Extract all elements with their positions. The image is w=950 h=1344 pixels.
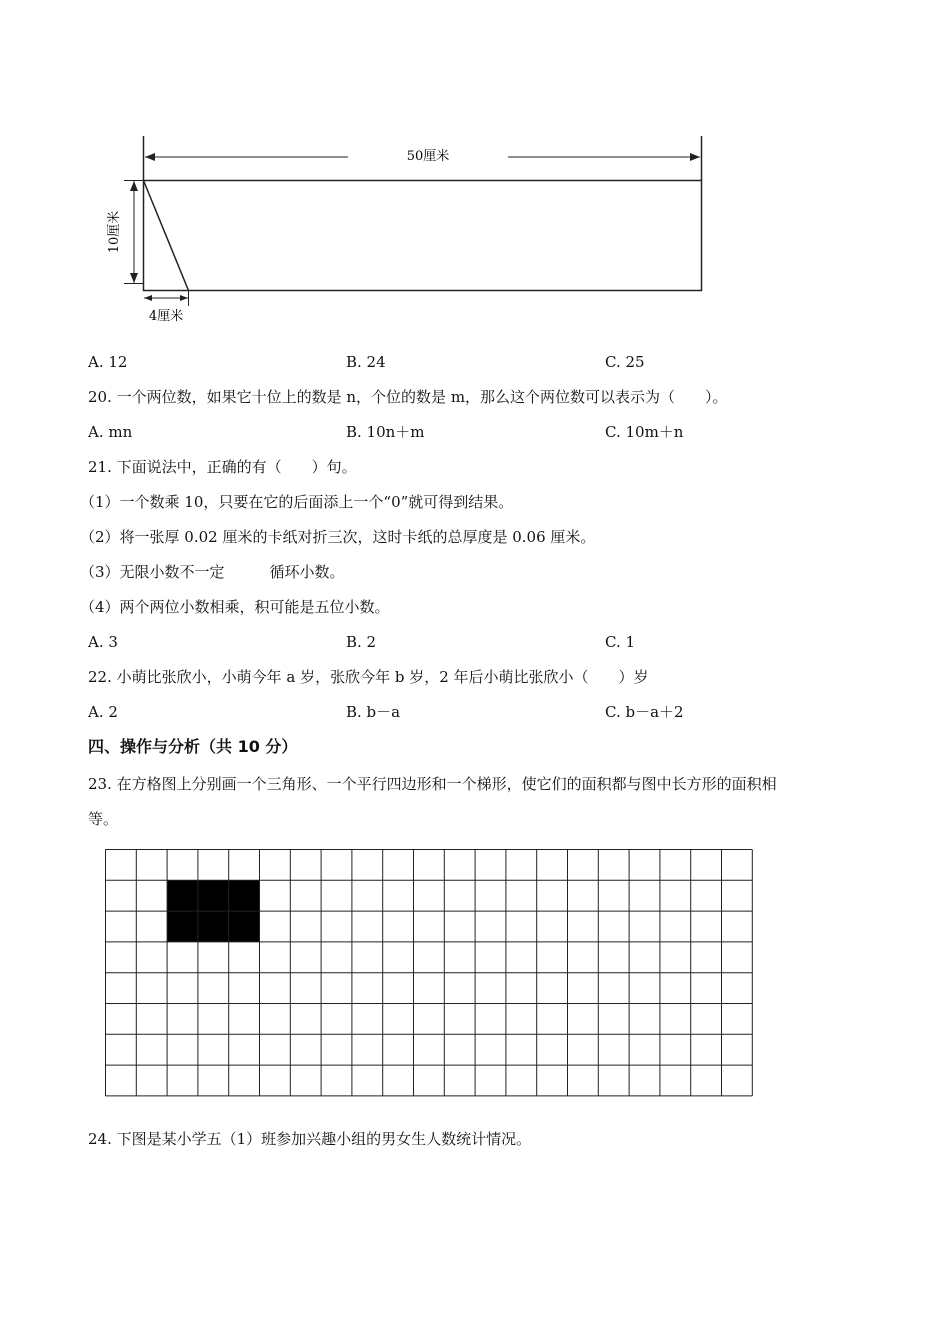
q21-statement-3: （3）无限小数不一定 循环小数。 [80, 563, 345, 581]
q20-option-c[interactable]: C. 10m＋n [605, 423, 684, 441]
q19-option-a[interactable]: A. 12 [88, 353, 128, 371]
section-heading: 四、操作与分析（共 10 分） [88, 737, 298, 756]
q21-statement-4: （4）两个两位小数相乘，积可能是五位小数。 [80, 598, 390, 616]
q24-stem: 24. 下图是某小学五（1）班参加兴趣小组的男女生人数统计情况。 [88, 1130, 532, 1148]
height-label: 10厘米 [107, 210, 122, 254]
q21-option-c[interactable]: C. 1 [605, 633, 636, 651]
q19-option-c[interactable]: C. 25 [605, 353, 645, 371]
q22-option-b[interactable]: B. b－a [346, 703, 401, 721]
q21-statement-2: （2）将一张厚 0.02 厘米的卡纸对折三次，这时卡纸的总厚度是 0.06 厘米。 [80, 528, 596, 546]
q20-option-a[interactable]: A. mn [88, 423, 133, 441]
q21-stem: 21. 下面说法中，正确的有（ ）句。 [88, 458, 357, 476]
q22-option-a[interactable]: A. 2 [88, 703, 118, 721]
q22-option-c[interactable]: C. b－a＋2 [605, 703, 684, 721]
q20-option-b[interactable]: B. 10n＋m [346, 423, 425, 441]
q19-option-b[interactable]: B. 24 [346, 353, 386, 371]
q21-option-b[interactable]: B. 2 [346, 633, 377, 651]
q20-stem: 20. 一个两位数，如果它十位上的数是 n，个位的数是 m，那么这个两位数可以表示为（ ）。 [88, 388, 728, 406]
q23-stem-line2: 等。 [88, 810, 119, 828]
q22-stem: 22. 小萌比张欣小，小萌今年 a 岁，张欣今年 b 岁，2 年后小萌比张欣小（ ）岁 [88, 668, 649, 686]
long-rectangle [144, 181, 702, 291]
width-label: 50厘米 [406, 149, 450, 164]
square-grid[interactable] [0, 840, 950, 1110]
q23-stem-line1: 23. 在方格图上分别画一个三角形、一个平行四边形和一个梯形，使它们的面积都与图中长方形的面积相 [88, 775, 777, 793]
q21-option-a[interactable]: A. 3 [88, 633, 118, 651]
q21-statement-1: （1）一个数乘 10，只要在它的后面添上一个“0”就可得到结果。 [80, 493, 514, 511]
triangle-edge [144, 181, 189, 291]
rectangle-figure [0, 0, 950, 340]
base-label: 4厘米 [148, 309, 184, 324]
